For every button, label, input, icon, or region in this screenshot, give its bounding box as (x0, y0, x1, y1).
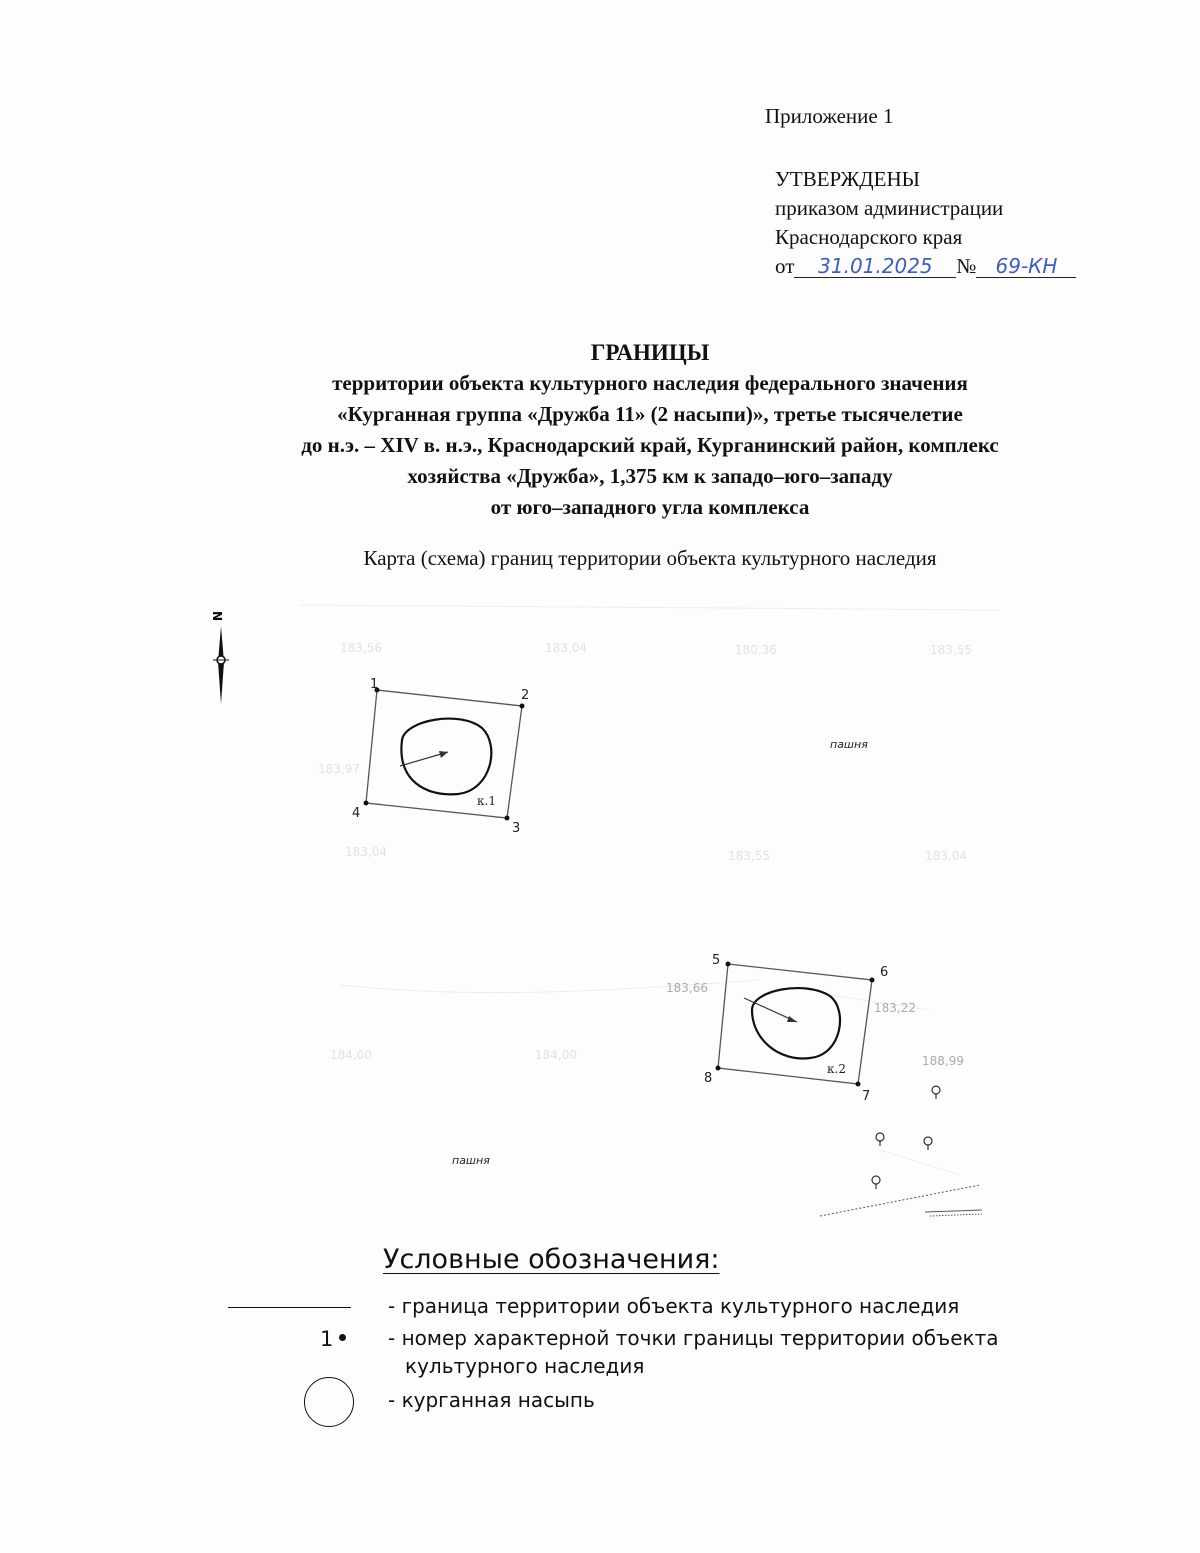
approval-line3 (775, 252, 1076, 281)
point-label-6: 6 (880, 965, 889, 980)
elevation-label: 183,55 (930, 643, 972, 657)
handwritten-number: 69-КН (976, 255, 1076, 278)
heading-line3: до н.э. – XIV в. н.э., Краснодарский край, Курганинский район, комплекс (301, 433, 999, 457)
mound-2-label: к.2 (827, 1062, 846, 1076)
legend-mound-circle-icon (304, 1377, 354, 1427)
boundary-map (0, 595, 1200, 1235)
heading-line2: «Курганная группа «Дружба 11» (2 насыпи)», третье тысячелетие (337, 402, 963, 426)
elevation-label: 183,56 (340, 641, 382, 655)
north-label: N (210, 611, 224, 622)
mound-1-label: к.1 (477, 794, 496, 808)
point-dot-icon (339, 1334, 346, 1341)
point-marker (505, 816, 510, 821)
approval-title: УТВЕРЖДЕНЫ (775, 167, 920, 191)
point-label-4: 4 (352, 806, 361, 821)
north-arrow-icon (210, 611, 229, 704)
arrowhead-icon (439, 751, 448, 758)
legend-point-symbol (320, 1327, 346, 1351)
handwritten-date: 31.01.2025 (794, 255, 956, 278)
point-label-7: 7 (862, 1089, 871, 1104)
boundary-polygon-2 (718, 964, 872, 1084)
heading-line1: территории объекта культурного наследия федерального значения (332, 371, 968, 395)
elevation-label: 188,99 (922, 1054, 964, 1068)
legend-point-text-1: - номер характерной точки границы территории объекта (388, 1326, 999, 1350)
tree-icon (932, 1086, 940, 1099)
point-marker (520, 704, 525, 709)
elevation-label: 183,04 (345, 845, 387, 859)
approval-block (775, 165, 1076, 281)
tree-icon (876, 1133, 884, 1146)
elevation-label: 183,66 (666, 981, 708, 995)
point-label-5: 5 (712, 953, 721, 968)
legend-title: Условные обозначения: (383, 1244, 720, 1275)
tree-icons (872, 1086, 940, 1189)
elevation-label: 183,04 (925, 849, 967, 863)
map-subtitle: Карта (схема) границ территории объекта культурного наследия (363, 546, 937, 570)
point-label-3: 3 (512, 821, 521, 836)
point-label-1: 1 (370, 677, 379, 692)
tree-icon (872, 1176, 880, 1189)
point-marker (364, 801, 369, 806)
tree-icon (924, 1137, 932, 1150)
field-label: пашня (452, 1154, 490, 1167)
heading-line5: от юго–западного угла комплекса (490, 495, 810, 519)
point-marker (870, 978, 875, 983)
legend-point-number: 1 (320, 1327, 334, 1351)
heading-main: ГРАНИЦЫ (590, 340, 710, 365)
appendix-label: Приложение 1 (765, 104, 894, 128)
legend-boundary-line-icon (228, 1307, 351, 1308)
point-marker (856, 1082, 861, 1087)
point-label-2: 2 (521, 688, 530, 703)
faint-survey-lines (300, 605, 1000, 1175)
mound-1-outline (401, 719, 491, 795)
elevation-label: 183,55 (728, 849, 770, 863)
elevation-marks (318, 641, 972, 1062)
field-label: пашня (830, 738, 868, 751)
point-label-8: 8 (704, 1071, 713, 1086)
elevation-label: 183,22 (874, 1001, 916, 1015)
heading-line4: хозяйства «Дружба», 1,375 км к западо–юго–западу (407, 464, 893, 488)
road-line (820, 1185, 982, 1216)
arrowhead-icon (787, 1016, 797, 1022)
elevation-label: 183,04 (545, 641, 587, 655)
elevation-label: 180,36 (735, 643, 777, 657)
boundary-2-points (716, 962, 875, 1087)
legend-boundary-text: - граница территории объекта культурного наследия (388, 1294, 960, 1318)
elevation-label: 184,00 (330, 1048, 372, 1062)
legend-point-text-2: культурного наследия (405, 1354, 645, 1378)
mound-2-outline (752, 988, 840, 1058)
from-label: от (775, 254, 795, 278)
number-label: № (956, 254, 977, 278)
document-heading (150, 337, 1150, 523)
legend-mound-text: - курганная насыпь (388, 1388, 595, 1412)
approval-line1: приказом администрации (775, 196, 1004, 220)
approval-line2: Краснодарского края (775, 225, 963, 249)
point-marker (726, 962, 731, 967)
point-marker (716, 1066, 721, 1071)
elevation-label: 183,97 (318, 762, 360, 776)
elevation-label: 184,00 (535, 1048, 577, 1062)
